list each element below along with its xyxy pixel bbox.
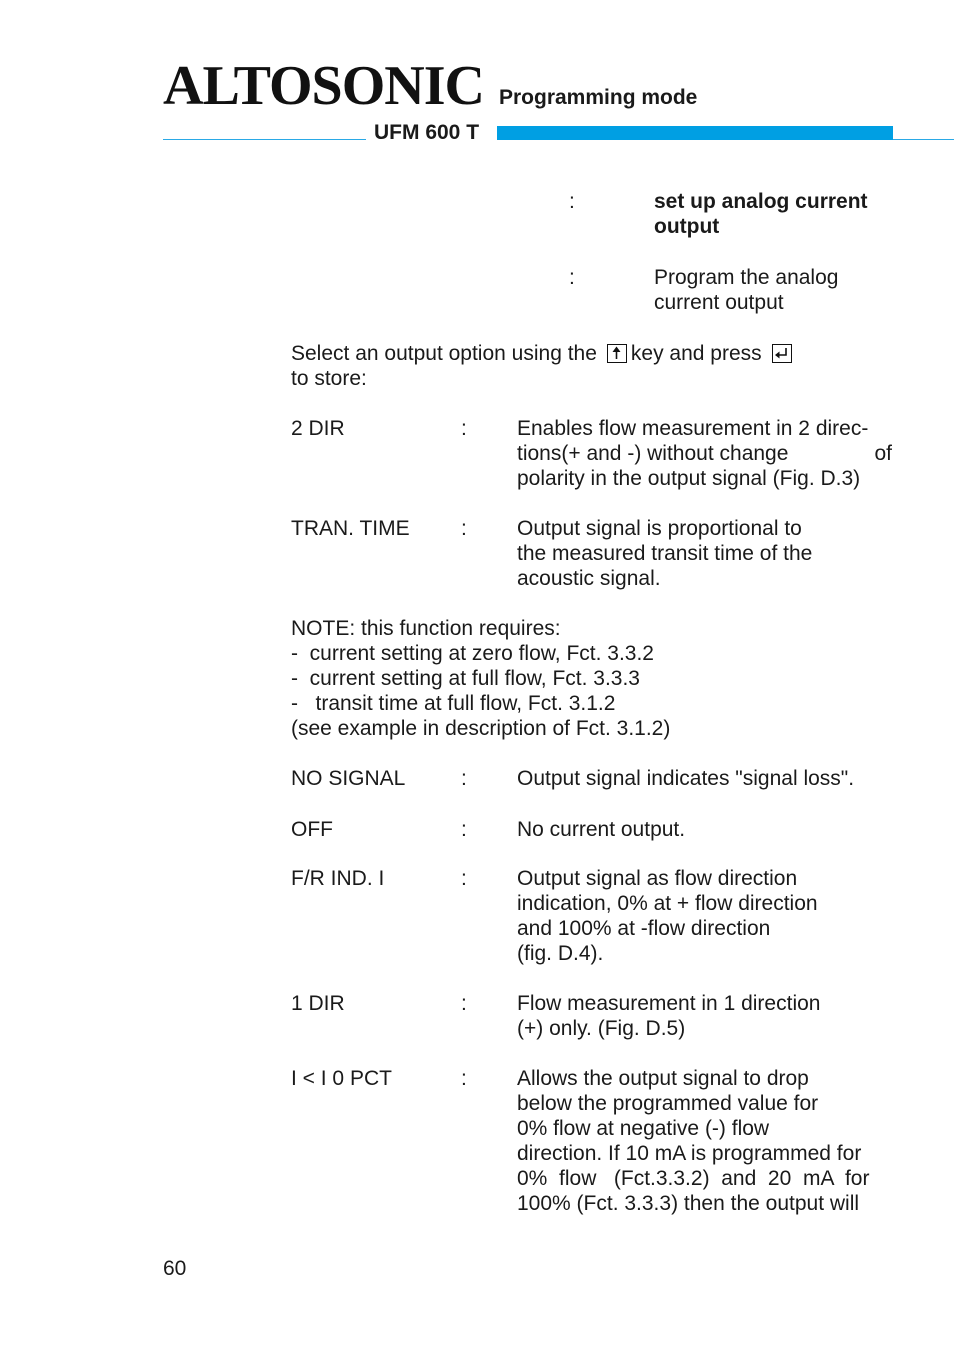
model-label: UFM 600 T [374, 121, 480, 144]
option-description-line: 0% flow (Fct.3.3.2) and 20 mA for [517, 1167, 870, 1190]
option-colon: : [461, 517, 467, 540]
option-description [517, 991, 820, 1041]
option-name: I < I 0 PCT [291, 1067, 392, 1090]
page-number: 60 [163, 1257, 187, 1280]
select-instruction-line [291, 341, 851, 366]
option-description-text: tions(+ and -) without change [517, 442, 789, 465]
option-description-line: No current output. [517, 818, 686, 841]
option-description-line: (+) only. (Fig. D.5) [517, 1017, 686, 1040]
option-colon: : [461, 417, 467, 440]
option-name: TRAN. TIME [291, 517, 410, 540]
function-description-line: Program the analog [654, 266, 839, 289]
option-description-line: 0% flow at negative (-) flow [517, 1117, 770, 1140]
intro-colon-2: : [569, 266, 575, 289]
option-colon: : [461, 818, 467, 841]
option-description-line: Output signal is proportional to [517, 517, 802, 540]
brand-logo: ALTOSONIC [163, 55, 484, 117]
option-description [517, 416, 892, 491]
option-description [517, 766, 854, 791]
option-description [517, 516, 812, 591]
option-description-line: (fig. D.4). [517, 942, 604, 965]
option-description-line: Output signal indicates "signal loss". [517, 767, 855, 790]
option-description-line: polarity in the output signal (Fig. D.3) [517, 467, 861, 490]
header-accent-bar [497, 126, 893, 140]
select-instruction-line-2: to store: [291, 367, 367, 390]
option-description-line: direction. If 10 mA is programmed for [517, 1142, 862, 1165]
option-description-trailing: of [874, 442, 892, 465]
option-name: NO SIGNAL [291, 767, 406, 790]
note-block [291, 616, 670, 741]
option-description-line: below the programmed value for [517, 1092, 819, 1115]
function-title-line: output [654, 215, 720, 238]
option-colon: : [461, 992, 467, 1015]
up-arrow-key-icon [607, 344, 627, 363]
select-text-b: key and press [630, 342, 762, 365]
option-description-line: Allows the output signal to drop [517, 1067, 809, 1090]
option-description-line [517, 441, 892, 466]
option-description-line: Flow measurement in 1 direction [517, 992, 821, 1015]
option-name: OFF [291, 818, 333, 841]
option-name: 1 DIR [291, 992, 345, 1015]
option-colon: : [461, 1067, 467, 1090]
option-description-line: acoustic signal. [517, 567, 661, 590]
function-title-line: set up analog current [654, 190, 868, 213]
function-title [654, 189, 868, 239]
option-description-line: Output signal as flow direction [517, 867, 798, 890]
select-text-a: Select an output option using the [291, 342, 597, 365]
option-description-line: the measured transit time of the [517, 542, 813, 565]
note-line: (see example in description of Fct. 3.1.2) [291, 717, 671, 740]
select-instruction [291, 341, 851, 391]
note-line: - current setting at full flow, Fct. 3.3.3 [291, 667, 640, 690]
option-colon: : [461, 767, 467, 790]
note-line: NOTE: this function requires: [291, 617, 561, 640]
option-name: 2 DIR [291, 417, 345, 440]
option-description [517, 866, 818, 966]
option-description-line: and 100% at -flow direction [517, 917, 771, 940]
enter-key-icon [772, 344, 792, 363]
note-line: - current setting at zero flow, Fct. 3.3.2 [291, 642, 654, 665]
section-subtitle: Programming mode [499, 86, 698, 109]
note-line: - transit time at full flow, Fct. 3.1.2 [291, 692, 616, 715]
option-name: F/R IND. I [291, 867, 385, 890]
option-description [517, 1066, 892, 1216]
option-description-line: Enables flow measurement in 2 direc- [517, 417, 869, 440]
option-description [517, 817, 685, 842]
option-colon: : [461, 867, 467, 890]
function-description-line: current output [654, 291, 784, 314]
intro-colon-1: : [569, 190, 575, 213]
header-rule-right [893, 139, 954, 140]
option-description-line: indication, 0% at + flow direction [517, 892, 818, 915]
header-rule-left [163, 139, 366, 140]
option-description-line: 100% (Fct. 3.3.3) then the output will [517, 1192, 860, 1215]
function-description [654, 265, 838, 315]
